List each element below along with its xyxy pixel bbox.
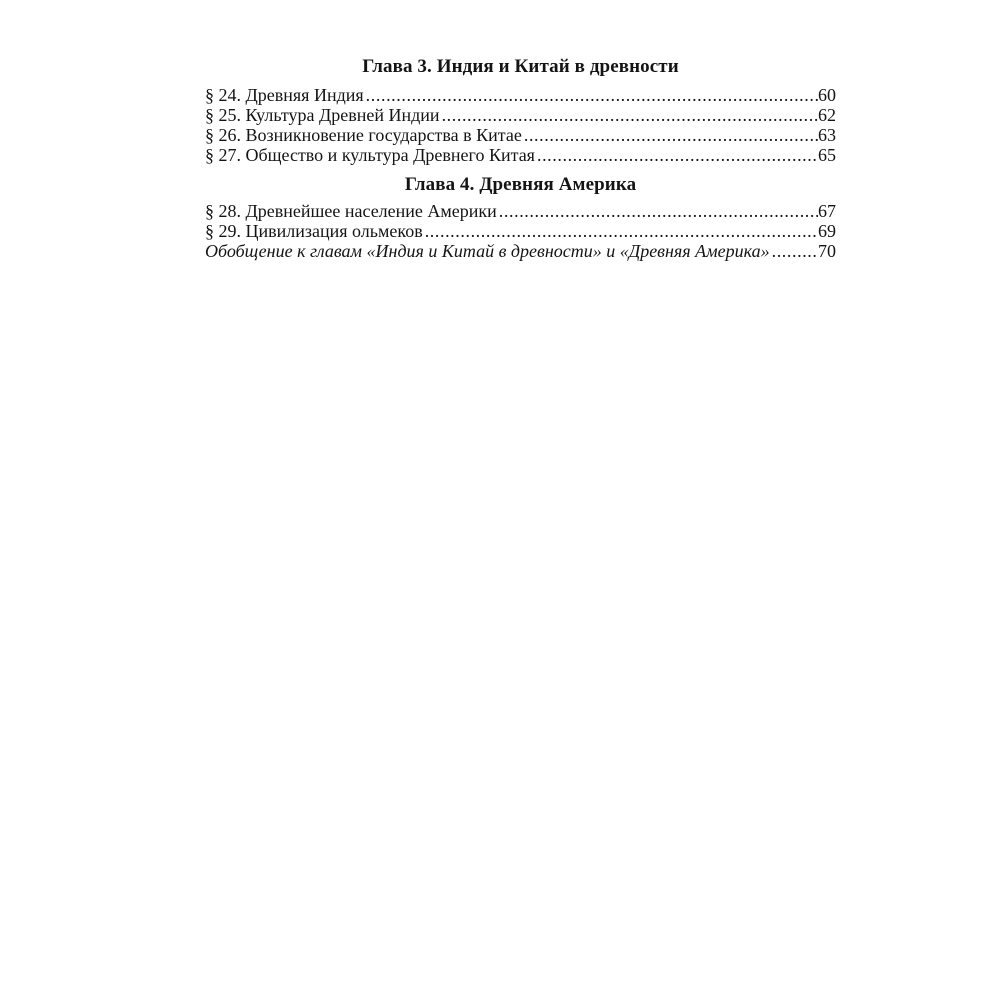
toc-entry-title: § 24. Древняя Индия xyxy=(205,85,364,105)
toc-entry-page-number: 65 xyxy=(818,145,836,165)
dot-leader xyxy=(537,145,818,165)
toc-entry-summary xyxy=(205,241,836,261)
toc-entry-title: § 26. Возникновение государства в Китае xyxy=(205,125,522,145)
toc-entry-page-number: 63 xyxy=(818,125,836,145)
dot-leader xyxy=(772,241,818,261)
toc-entry-title: § 29. Цивилизация ольмеков xyxy=(205,221,423,241)
toc-entry xyxy=(205,105,836,125)
toc-entry-title: § 27. Общество и культура Древнего Китая xyxy=(205,145,535,165)
toc-entry-page-number: 60 xyxy=(818,85,836,105)
toc-entry xyxy=(205,221,836,241)
toc-entry xyxy=(205,145,836,165)
toc-entry-page-number: 70 xyxy=(818,241,836,261)
dot-leader xyxy=(524,125,818,145)
dot-leader xyxy=(442,105,818,125)
toc-entry-page-number: 67 xyxy=(818,201,836,221)
toc-entry-page-number: 69 xyxy=(818,221,836,241)
toc-entry-title: Обобщение к главам «Индия и Китай в древности» и «Древняя Америка» xyxy=(205,241,770,261)
toc-entry xyxy=(205,125,836,145)
dot-leader xyxy=(425,221,818,241)
chapter-3-heading: Глава 3. Индия и Китай в древности xyxy=(362,56,679,77)
dot-leader xyxy=(366,85,818,105)
toc-entry xyxy=(205,85,836,105)
toc-entry-page-number: 62 xyxy=(818,105,836,125)
toc-entry-title: § 25. Культура Древней Индии xyxy=(205,105,440,125)
toc-entry-title: § 28. Древнейшее население Америки xyxy=(205,201,497,221)
table-of-contents xyxy=(205,56,836,261)
toc-entry xyxy=(205,201,836,221)
dot-leader xyxy=(499,201,818,221)
chapter-4-heading: Глава 4. Древняя Америка xyxy=(404,174,637,195)
